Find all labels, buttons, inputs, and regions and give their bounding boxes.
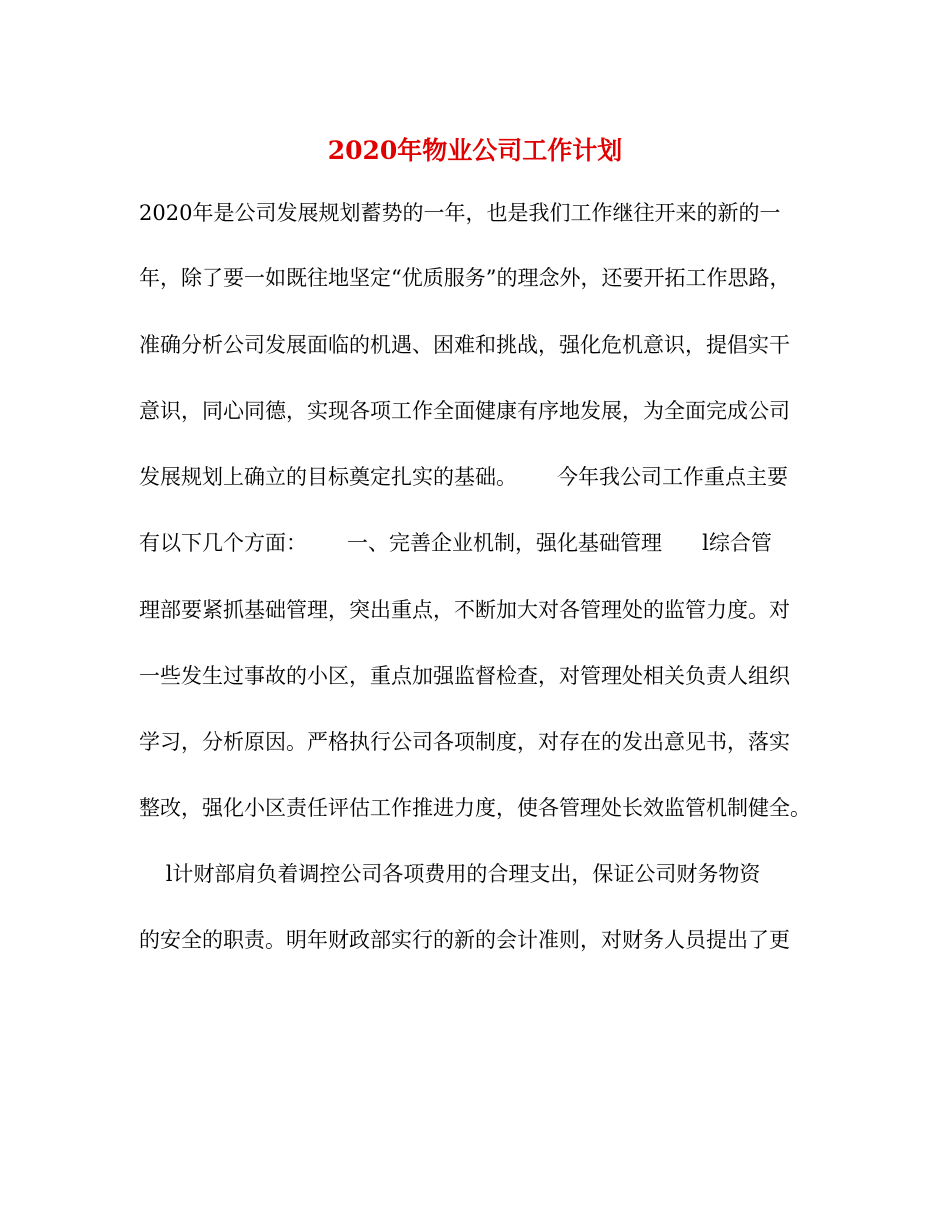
paragraph-line: l计财部肩负着调控公司各项费用的合理支出，保证公司财务物资 [139, 862, 761, 886]
paragraph-line: 学习，分析原因。严格执行公司各项制度，对存在的发出意见书，落实 [139, 730, 790, 754]
document-title: 2020年物业公司工作计划 [327, 136, 623, 165]
paragraph-line: 的安全的职责。明年财政部实行的新的会计准则，对财务人员提出了更 [139, 928, 790, 952]
paragraph-line: 准确分析公司发展面临的机遇、困难和挑战，强化危机意识，提倡实干 [139, 333, 790, 357]
paragraph-line: 发展规划上确立的目标奠定扎实的基础。 今年我公司工作重点主要 [139, 465, 789, 489]
paragraph-line: 整改，强化小区责任评估工作推进力度，使各管理处长效监管机制健全。 [139, 796, 811, 820]
paragraph-line: 2020年是公司发展规划蓄势的一年，也是我们工作继往开来的新的一 [139, 201, 781, 225]
paragraph-line: 年，除了要一如既往地坚定“优质服务”的理念外，还要开拓工作思路， [139, 266, 791, 290]
paragraph-line: 理部要紧抓基础管理，突出重点，不断加大对各管理处的监管力度。对 [139, 598, 790, 622]
paragraph-line: 意识，同心同德，实现各项工作全面健康有序地发展，为全面完成公司 [139, 399, 790, 423]
paragraph-line: 一些发生过事故的小区，重点加强监督检查，对管理处相关负责人组织 [139, 664, 790, 688]
paragraph-line: 有以下几个方面： 一、完善企业机制，强化基础管理 l综合管 [139, 531, 772, 555]
